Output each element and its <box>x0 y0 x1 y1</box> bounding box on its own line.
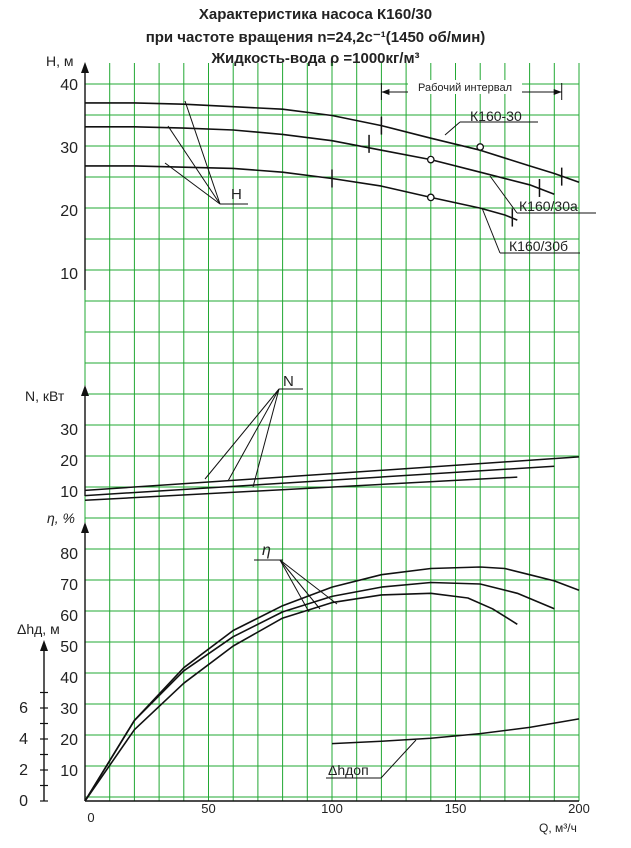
dh-tick-label: 4 <box>19 731 28 748</box>
operating-point <box>477 144 483 150</box>
dh-axis-title: Δhд, м <box>17 621 60 637</box>
n-axis-title: N, кВт <box>25 388 65 404</box>
dh-curve-label: Δhдоп <box>328 762 369 778</box>
eta-tick-label: 20 <box>60 732 78 749</box>
n-curve-label: N <box>283 373 294 390</box>
h-label-leader <box>185 101 220 204</box>
n-label-leader <box>253 389 279 487</box>
n-tick-label: 30 <box>60 422 78 439</box>
x-axis-title: Q, м³/ч <box>539 821 577 835</box>
n-axis-arrow <box>81 385 89 396</box>
series-label-k160-30a: К160/30а <box>519 198 578 214</box>
h-label-leader <box>165 163 220 204</box>
working-interval-arrow <box>381 89 389 95</box>
h-curve-label: H <box>231 186 242 203</box>
operating-point <box>428 156 434 162</box>
eta-tick-label: 40 <box>60 670 78 687</box>
chart-title-line-1: Характеристика насоса К160/30 <box>198 6 433 23</box>
x-tick-label: 50 <box>201 801 216 816</box>
n-tick-label: 10 <box>60 484 78 501</box>
n-curve-к160-30б <box>85 477 517 500</box>
h-tick-label: 30 <box>60 140 78 157</box>
eta-tick-label: 80 <box>60 546 78 563</box>
eta-tick-label: 10 <box>60 763 78 780</box>
chart-title-line-2: при частоте вращения n=24,2с⁻¹(1450 об/мин) <box>145 29 486 46</box>
chart-title-line-3: Жидкость-вода ρ =1000кг/м³ <box>211 50 420 67</box>
n-curve-к160-30а <box>85 466 554 495</box>
h-tick-label: 40 <box>60 77 78 94</box>
working-interval-arrow <box>554 89 562 95</box>
h-label-leader <box>168 126 220 204</box>
h-axis-arrow <box>81 62 89 73</box>
eta-label-leader <box>280 560 337 604</box>
eta-tick-label: 60 <box>60 608 78 625</box>
n-label-leader <box>205 389 279 479</box>
eta-tick-label: 30 <box>60 701 78 718</box>
dh-label-leader <box>381 740 416 778</box>
h-curve-к160-30а <box>85 127 554 195</box>
eta-axis-arrow <box>81 522 89 533</box>
eta-curve-label: η <box>262 542 271 559</box>
x-tick-label: 100 <box>321 801 343 816</box>
series-label-leader <box>482 208 500 253</box>
dh-tick-label: 0 <box>19 793 28 810</box>
n-tick-label: 20 <box>60 453 78 470</box>
x-tick-label: 0 <box>87 810 95 825</box>
eta-tick-label: 70 <box>60 577 78 594</box>
h-axis-title: H, м <box>46 53 74 69</box>
operating-point <box>428 194 434 200</box>
series-label-leader <box>490 176 517 213</box>
dh-tick-label: 2 <box>19 762 28 779</box>
eta-tick-label: 50 <box>60 639 78 656</box>
dh-tick-label: 6 <box>19 700 28 717</box>
eta-label-leader <box>280 560 320 609</box>
series-label-k160-30: К160-30 <box>470 108 522 124</box>
working-interval-label: Рабочий интервал <box>418 82 512 94</box>
series-label-leader <box>445 122 460 135</box>
dh-axis-arrow <box>40 640 48 651</box>
series-label-k160-30b: К160/30б <box>509 238 568 254</box>
h-tick-label: 20 <box>60 203 78 220</box>
eta-curve-к160-30а <box>85 583 554 802</box>
x-tick-label: 150 <box>444 801 467 816</box>
n-label-leader <box>228 389 279 481</box>
h-curve-к160-30б <box>85 166 517 220</box>
eta-axis-title: η, % <box>47 510 75 526</box>
h-tick-label: 10 <box>60 266 78 283</box>
eta-curve-к160-30б <box>85 593 517 801</box>
x-tick-label: 200 <box>568 801 590 816</box>
